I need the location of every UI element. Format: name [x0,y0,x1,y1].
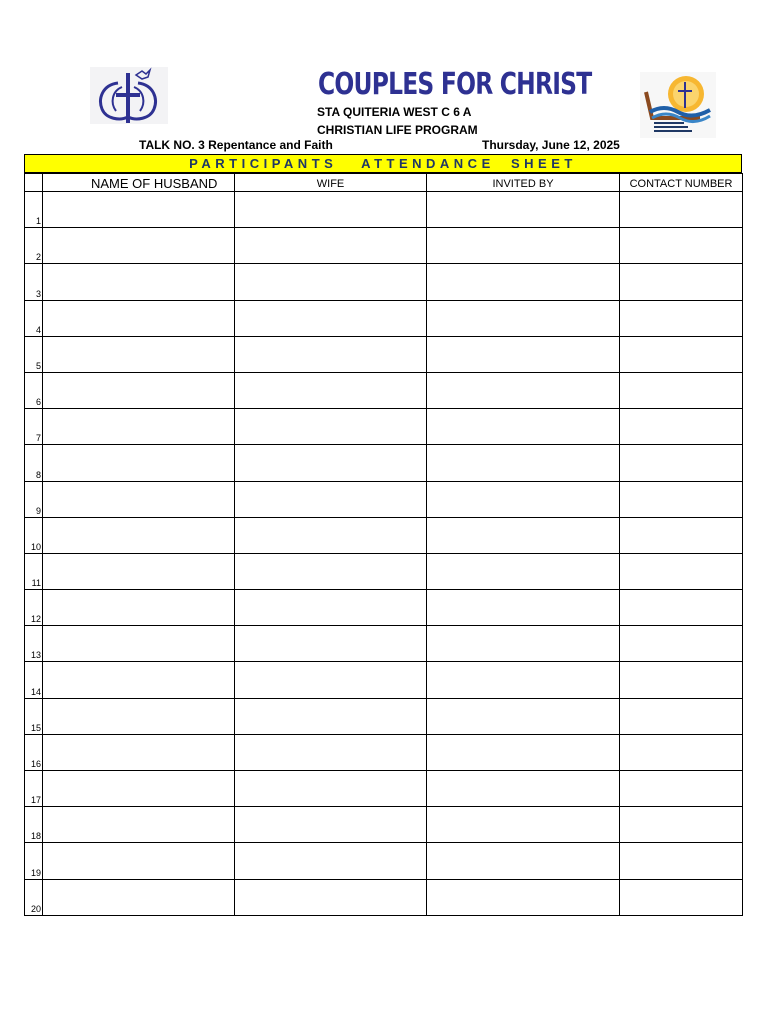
row-number: 7 [25,409,43,445]
row-number: 14 [25,662,43,698]
invited-by-cell[interactable] [427,771,620,807]
program-name: CHRISTIAN LIFE PROGRAM [317,123,478,137]
wife-cell[interactable] [235,626,427,662]
table-row [25,409,743,445]
husband-cell[interactable] [43,192,235,228]
table-row [25,590,743,626]
row-number: 20 [25,879,43,915]
wife-cell[interactable] [235,264,427,300]
row-number: 15 [25,698,43,734]
wife-cell[interactable] [235,771,427,807]
invited-by-cell[interactable] [427,590,620,626]
contact-number-cell[interactable] [620,228,743,264]
wife-cell[interactable] [235,553,427,589]
wife-cell[interactable] [235,445,427,481]
table-row [25,698,743,734]
table-row [25,771,743,807]
column-header-invited-by: INVITED BY [427,174,620,192]
row-number: 13 [25,626,43,662]
husband-cell[interactable] [43,300,235,336]
table-row [25,264,743,300]
husband-cell[interactable] [43,698,235,734]
row-number: 16 [25,734,43,770]
wife-cell[interactable] [235,192,427,228]
invited-by-cell[interactable] [427,192,620,228]
contact-number-cell[interactable] [620,300,743,336]
table-row [25,300,743,336]
table-row [25,879,743,915]
husband-cell[interactable] [43,807,235,843]
husband-cell[interactable] [43,336,235,372]
invited-by-cell[interactable] [427,553,620,589]
table-row [25,553,743,589]
table-row [25,626,743,662]
invited-by-cell[interactable] [427,662,620,698]
column-header-husband: NAME OF HUSBAND [43,174,235,192]
row-number: 9 [25,481,43,517]
row-number: 6 [25,372,43,408]
invited-by-cell[interactable] [427,409,620,445]
invited-by-cell[interactable] [427,517,620,553]
invited-by-cell[interactable] [427,807,620,843]
row-number: 4 [25,300,43,336]
wife-cell[interactable] [235,409,427,445]
wife-cell[interactable] [235,734,427,770]
wife-cell[interactable] [235,481,427,517]
row-number: 10 [25,517,43,553]
contact-number-cell[interactable] [620,807,743,843]
row-number: 11 [25,553,43,589]
contact-number-cell[interactable] [620,517,743,553]
attendance-table [24,173,743,916]
contact-number-cell[interactable] [620,879,743,915]
column-header-number [25,174,43,192]
husband-cell[interactable] [43,409,235,445]
table-row [25,843,743,879]
husband-cell[interactable] [43,879,235,915]
husband-cell[interactable] [43,372,235,408]
wife-cell[interactable] [235,590,427,626]
contact-number-cell[interactable] [620,192,743,228]
husband-cell[interactable] [43,228,235,264]
contact-number-cell[interactable] [620,698,743,734]
row-number: 17 [25,771,43,807]
husband-cell[interactable] [43,553,235,589]
table-row [25,336,743,372]
table-row [25,662,743,698]
chapter-name: STA QUITERIA WEST C 6 A [317,105,472,119]
invited-by-cell[interactable] [427,336,620,372]
table-row [25,734,743,770]
invited-by-cell[interactable] [427,843,620,879]
wife-cell[interactable] [235,807,427,843]
wife-cell[interactable] [235,517,427,553]
husband-cell[interactable] [43,626,235,662]
contact-number-cell[interactable] [620,843,743,879]
table-row [25,192,743,228]
wife-cell[interactable] [235,879,427,915]
row-number: 19 [25,843,43,879]
husband-cell[interactable] [43,445,235,481]
husband-cell[interactable] [43,264,235,300]
husband-cell[interactable] [43,662,235,698]
table-row [25,228,743,264]
org-title: COUPLES FOR CHRIST [318,67,592,102]
husband-cell[interactable] [43,517,235,553]
session-date: Thursday, June 12, 2025 [482,138,620,152]
invited-by-cell[interactable] [427,264,620,300]
row-number: 3 [25,264,43,300]
wife-cell[interactable] [235,662,427,698]
contact-number-cell[interactable] [620,445,743,481]
contact-number-cell[interactable] [620,662,743,698]
wife-cell[interactable] [235,372,427,408]
talk-title: TALK NO. 3 Repentance and Faith [139,138,333,152]
contact-number-cell[interactable] [620,372,743,408]
husband-cell[interactable] [43,734,235,770]
invited-by-cell[interactable] [427,300,620,336]
invited-by-cell[interactable] [427,228,620,264]
row-number: 5 [25,336,43,372]
contact-number-cell[interactable] [620,409,743,445]
contact-number-cell[interactable] [620,771,743,807]
row-number: 2 [25,228,43,264]
table-row [25,372,743,408]
contact-number-cell[interactable] [620,590,743,626]
contact-number-cell[interactable] [620,481,743,517]
husband-cell[interactable] [43,481,235,517]
contact-number-cell[interactable] [620,553,743,589]
table-row [25,807,743,843]
invited-by-cell[interactable] [427,445,620,481]
table-row [25,481,743,517]
wife-cell[interactable] [235,698,427,734]
wife-cell[interactable] [235,843,427,879]
contact-number-cell[interactable] [620,734,743,770]
attendance-banner: PARTICIPANTS ATTENDANCE SHEET [24,154,742,173]
invited-by-cell[interactable] [427,481,620,517]
husband-cell[interactable] [43,771,235,807]
column-header-wife: WIFE [235,174,427,192]
row-number: 12 [25,590,43,626]
contact-number-cell[interactable] [620,336,743,372]
husband-cell[interactable] [43,843,235,879]
invited-by-cell[interactable] [427,372,620,408]
row-number: 18 [25,807,43,843]
wife-cell[interactable] [235,300,427,336]
invited-by-cell[interactable] [427,734,620,770]
row-number: 8 [25,445,43,481]
table-header-row [25,174,743,192]
invited-by-cell[interactable] [427,698,620,734]
boat-sun-emblem-icon [640,72,716,138]
table-row [25,445,743,481]
contact-number-cell[interactable] [620,626,743,662]
invited-by-cell[interactable] [427,879,620,915]
wife-cell[interactable] [235,336,427,372]
cfc-cross-dove-icon [90,67,168,124]
contact-number-cell[interactable] [620,264,743,300]
column-header-contact-number: CONTACT NUMBER [620,174,743,192]
table-row [25,517,743,553]
wife-cell[interactable] [235,228,427,264]
row-number: 1 [25,192,43,228]
invited-by-cell[interactable] [427,626,620,662]
husband-cell[interactable] [43,590,235,626]
